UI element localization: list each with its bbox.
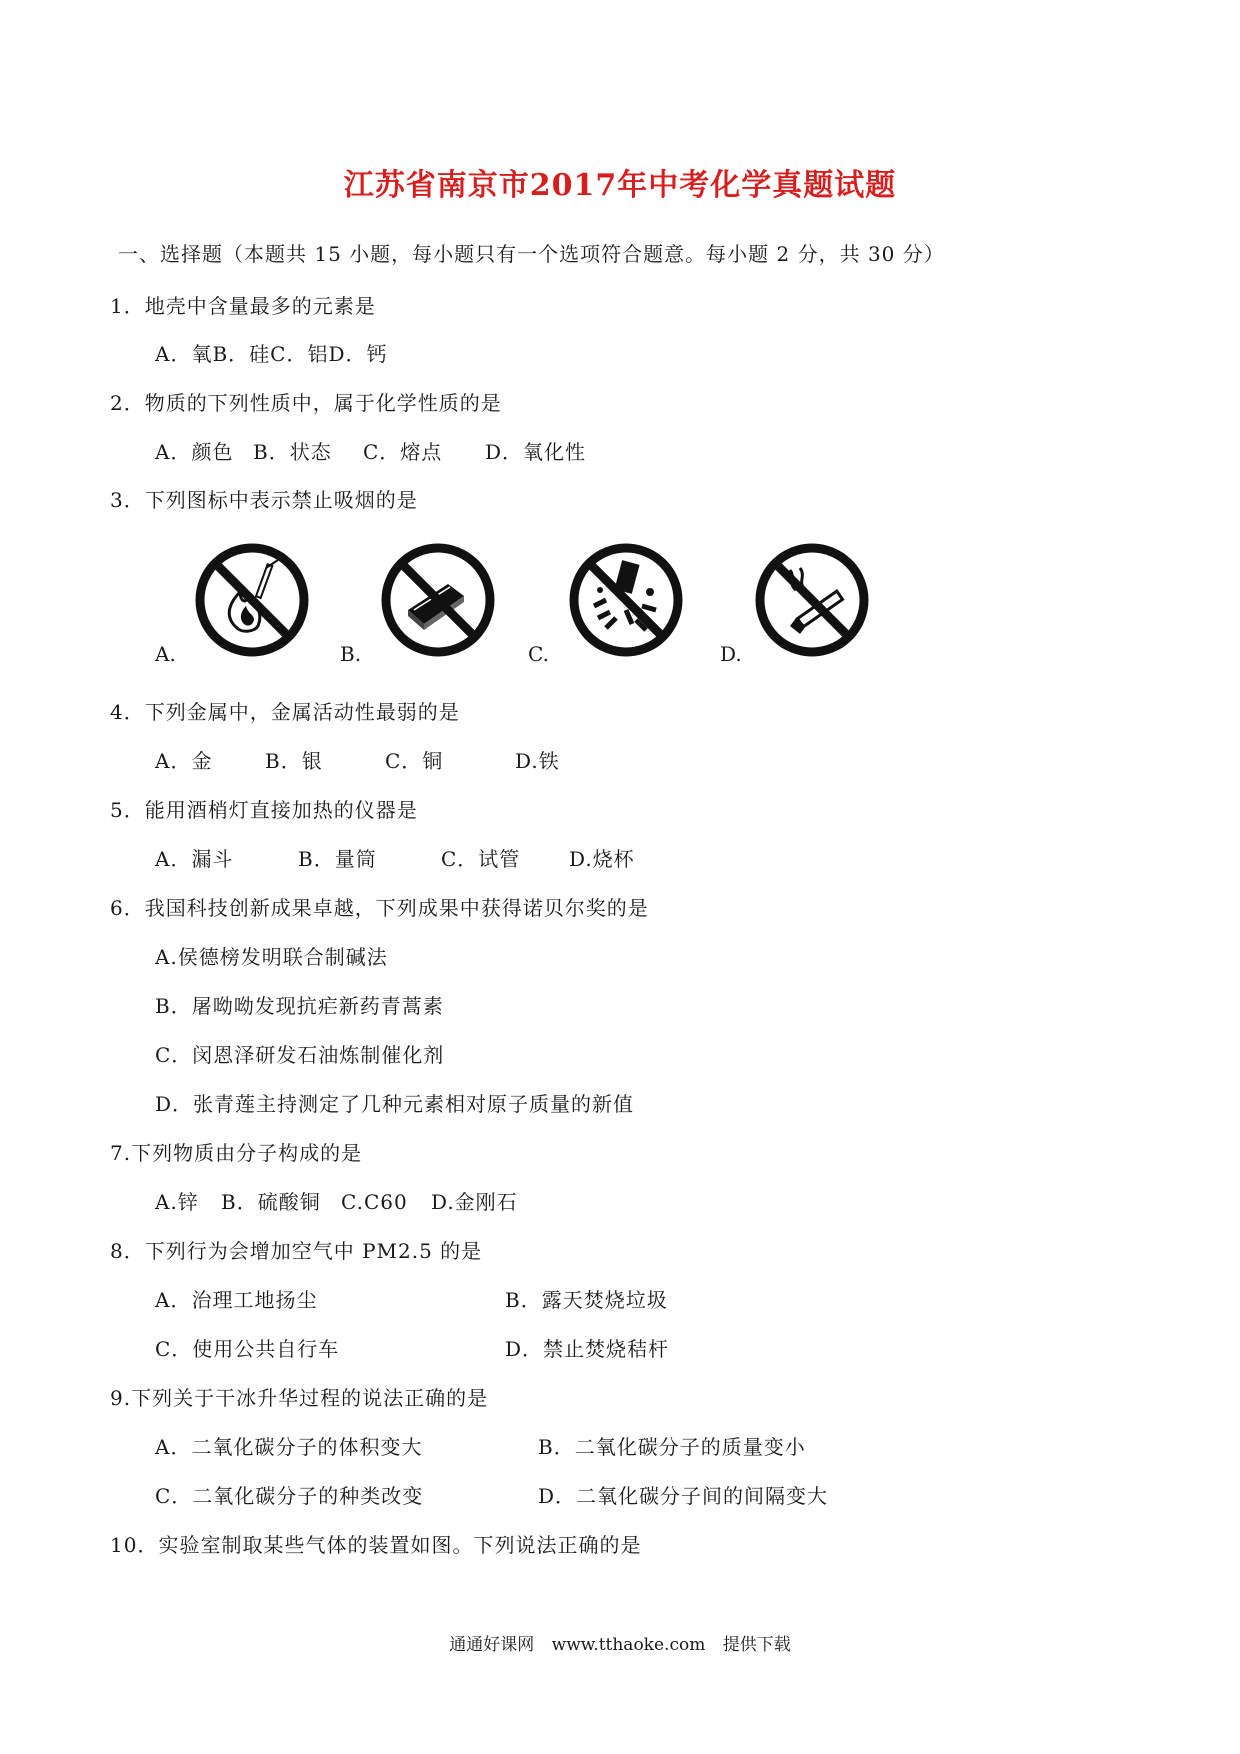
- question-9: 9.下列关于干冰升华过程的说法正确的是: [110, 1386, 489, 1410]
- question-3: 3．下列图标中表示禁止吸烟的是: [110, 488, 418, 512]
- question-2: 2．物质的下列性质中，属于化学性质的是: [110, 391, 502, 415]
- option-d: D.烧杯: [569, 847, 635, 871]
- question-6: 6．我国科技创新成果卓越，下列成果中获得诺贝尔奖的是: [110, 896, 649, 920]
- no-fireworks-icon: [566, 540, 686, 660]
- question-6-option-c: C．闵恩泽研发石油炼制催化剂: [155, 1043, 445, 1067]
- footer-url[interactable]: www.tthaoke.com: [551, 1635, 706, 1655]
- option-c: C.C60: [341, 1190, 408, 1214]
- question-8: 8．下列行为会增加空气中 PM2.5 的是: [110, 1239, 483, 1263]
- footer-suffix: 提供下载: [722, 1635, 791, 1655]
- question-8-option-c: C．使用公共自行车: [155, 1337, 340, 1361]
- question-6-option-b: B．屠呦呦发现抗疟新药青蒿素: [155, 994, 444, 1018]
- option-b: B．状态: [253, 440, 332, 464]
- question-9-option-a: A．二氧化碳分子的体积变大: [155, 1435, 423, 1459]
- question-10: 10．实验室制取某些气体的装置如图。下列说法正确的是: [110, 1533, 642, 1557]
- footer-site: 通通好课网: [449, 1635, 535, 1655]
- question-9-option-b: B．二氧化碳分子的质量变小: [538, 1435, 806, 1459]
- option-b: B．量筒: [298, 847, 377, 871]
- question-5: 5．能用酒梢灯直接加热的仪器是: [110, 798, 418, 822]
- question-6-option-a: A.侯德榜发明联合制碱法: [155, 945, 388, 969]
- option-b: B．银: [265, 749, 323, 773]
- sign-label-b: B.: [340, 642, 362, 666]
- question-8-option-a: A．治理工地扬尘: [155, 1288, 318, 1312]
- option-c: C．试管: [441, 847, 521, 871]
- question-9-option-d: D．二氧化碳分子间的间隔变大: [538, 1484, 829, 1508]
- option-a: A.锌: [155, 1190, 199, 1214]
- option-a: A．金: [155, 749, 213, 773]
- no-open-flame-icon: [192, 540, 312, 660]
- option-d: D．氧化性: [485, 440, 587, 464]
- option-b: B．硫酸铜: [221, 1190, 321, 1214]
- question-1: 1．地壳中含量最多的元素是: [110, 294, 376, 318]
- option-d: D.铁: [515, 749, 560, 773]
- no-matches-icon: [378, 540, 498, 660]
- section-heading: 一、选择题（本题共 15 小题，每小题只有一个选项符合题意。每小题 2 分，共 30 分）: [118, 242, 945, 266]
- question-2-options: [155, 436, 586, 465]
- question-6-option-d: D．张青莲主持测定了几种元素相对原子质量的新值: [155, 1092, 635, 1116]
- sign-label-a: A.: [155, 642, 176, 666]
- question-4: 4．下列金属中，金属活动性最弱的是: [110, 700, 460, 724]
- no-smoking-icon: [752, 540, 872, 660]
- question-4-options: [155, 745, 560, 774]
- sign-label-c: C.: [528, 642, 549, 666]
- option-c: C．熔点: [363, 440, 443, 464]
- question-7: 7.下列物质由分子构成的是: [110, 1141, 363, 1165]
- question-8-option-b: B．露天焚烧垃圾: [505, 1288, 668, 1312]
- question-9-option-c: C．二氧化碳分子的种类改变: [155, 1484, 424, 1508]
- sign-label-d: D.: [720, 642, 742, 666]
- page-title: 江苏省南京市2017年中考化学真题试题: [343, 168, 897, 203]
- option-c: C．铜: [385, 749, 444, 773]
- footer: [0, 1630, 1240, 1655]
- question-1-options: A．氧B．硅C．铝D．钙: [155, 342, 388, 366]
- option-d: D.金刚石: [431, 1190, 518, 1214]
- question-7-options: [155, 1186, 518, 1215]
- option-a: A．颜色: [155, 440, 234, 464]
- question-5-options: [155, 843, 635, 872]
- question-8-option-d: D．禁止焚烧秸杆: [505, 1337, 670, 1361]
- option-a: A．漏斗: [155, 847, 234, 871]
